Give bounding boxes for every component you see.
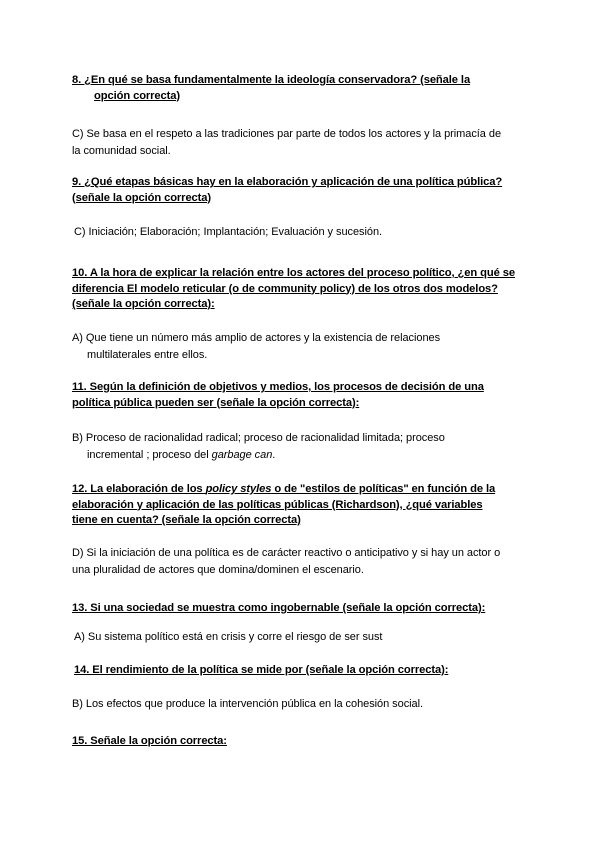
question-12-line-3: tiene en cuenta? (señale la opción correcta) <box>72 514 301 526</box>
question-9 <box>72 175 542 206</box>
answer-9-line-1: C) Iniciación; Elaboración; Implantación; Evaluación y sucesión. <box>74 226 383 238</box>
answer-9 <box>74 224 544 241</box>
answer-12 <box>72 545 542 579</box>
question-13-line-1: 13. Si una sociedad se muestra como ingobernable (señale la opción correcta): <box>72 602 486 614</box>
question-10-line-1: 10. A la hora de explicar la relación entre los actores del proceso político, ¿en qué se <box>72 267 515 279</box>
question-8-line-1: 8. ¿En qué se basa fundamentalmente la ideología conservadora? (señale la <box>72 74 471 86</box>
question-12-line-1 <box>72 483 495 495</box>
answer-10-line-2: multilaterales entre ellos. <box>87 349 208 361</box>
question-11 <box>72 380 542 411</box>
question-8-line-2: opción correcta) <box>94 89 181 102</box>
question-14 <box>74 663 544 679</box>
question-14-line-1: 14. El rendimiento de la política se mide por (señale la opción correcta): <box>74 664 449 676</box>
answer-13-line-1: A) Su sistema político está en crisis y corre el riesgo de ser sust <box>74 631 383 643</box>
question-12-line-1-pre: 12. La elaboración de los <box>72 483 206 495</box>
question-12-line-1-post: o de "estilos de políticas" en función de la <box>271 483 496 495</box>
question-10 <box>72 266 542 313</box>
answer-11 <box>72 430 542 464</box>
question-11-line-1: 11. Según la definición de objetivos y medios, los procesos de decisión de una <box>72 381 484 393</box>
answer-11-line-1: B) Proceso de racionalidad radical; proceso de racionalidad limitada; proceso <box>72 432 445 444</box>
answer-11-line-2-text: incremental ; proceso del <box>87 449 212 461</box>
answer-10 <box>72 330 542 364</box>
answer-13 <box>74 629 544 646</box>
answer-8-line-1: C) Se basa en el respeto a las tradiciones par parte de todos los actores y la primacía de <box>72 128 502 140</box>
answer-11-line-2 <box>72 447 542 464</box>
question-12-line-2: elaboración y aplicación de las políticas públicas (Richardson), ¿qué variables <box>72 498 483 511</box>
question-10-line-3: (señale la opción correcta): <box>72 298 215 310</box>
answer-14-line-1: B) Los efectos que produce la intervención pública en la cohesión social. <box>72 698 424 710</box>
question-15 <box>72 734 542 750</box>
answer-8 <box>72 126 542 160</box>
question-12-italic-term: policy styles <box>205 483 272 495</box>
answer-14 <box>72 696 542 713</box>
question-13 <box>72 601 542 617</box>
answer-12-line-1: D) Si la iniciación de una política es de carácter reactivo o anticipativo y si hay un actor o <box>72 547 501 559</box>
question-11-line-2: política pública pueden ser (señale la opción correcta): <box>72 396 360 409</box>
question-10-line-2: diferencia El modelo reticular (o de community policy) de los otros dos modelos? <box>72 282 498 295</box>
answer-8-line-2: la comunidad social. <box>72 145 171 157</box>
question-8 <box>72 73 542 104</box>
question-12 <box>72 482 542 529</box>
answer-11-italic-term: garbage can <box>211 449 273 461</box>
question-9-line-2: (señale la opción correcta) <box>72 191 212 204</box>
answer-10-line-1: A) Que tiene un número más amplio de actores y la existencia de relaciones <box>72 332 441 344</box>
answer-12-line-2: una pluralidad de actores que domina/dominen el escenario. <box>72 564 364 576</box>
question-9-line-1: 9. ¿Qué etapas básicas hay en la elaboración y aplicación de una política pública? <box>72 176 503 188</box>
question-15-line-1: 15. Señale la opción correcta: <box>72 735 227 747</box>
answer-11-line-2-end: . <box>272 449 276 461</box>
